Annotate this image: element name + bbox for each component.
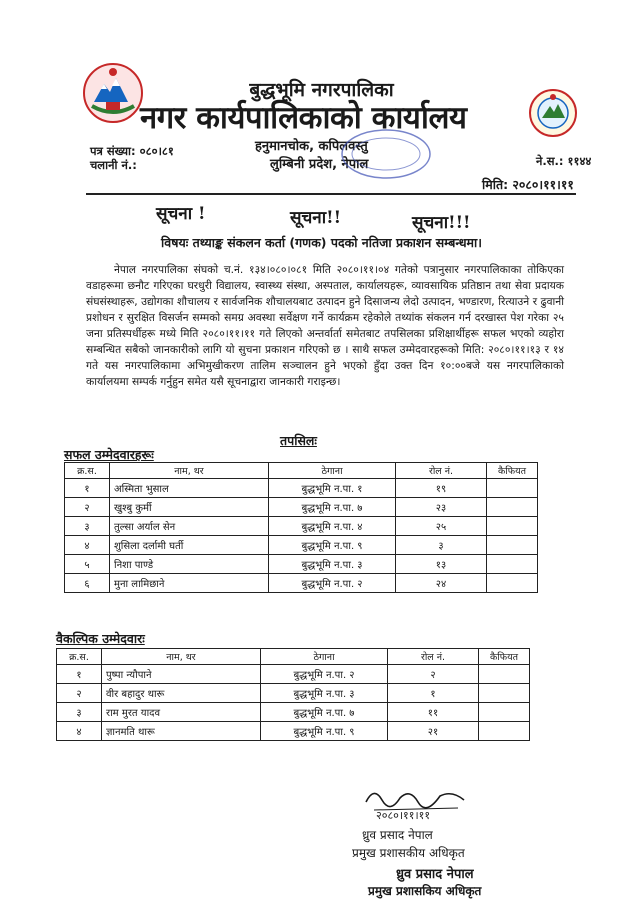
- office-stamp-icon: [340, 128, 432, 180]
- col-address: ठेगाना: [261, 649, 388, 665]
- col-roll: रोल नं.: [388, 649, 479, 665]
- cell-roll: १९: [396, 479, 487, 498]
- cell-name: अस्मिता भुसाल: [110, 479, 269, 498]
- cell-remarks: [487, 498, 538, 517]
- table-row: [65, 479, 538, 498]
- table-header-row: [65, 463, 538, 479]
- cell-serial: ४: [65, 536, 110, 555]
- dispatch-number: चलानी नं.:: [90, 158, 137, 172]
- signatory-name: ध्रुव प्रसाद नेपाल: [362, 828, 433, 842]
- cell-name: खुश्बु कुर्मी: [110, 498, 269, 517]
- cell-remarks: [487, 479, 538, 498]
- cell-address: बुद्धभूमि न.पा. १: [269, 479, 396, 498]
- notice-heading-1: सूचना !: [156, 204, 206, 224]
- signature-date: २०८०।११।११: [376, 809, 431, 822]
- notice-body: नेपाल नगरपालिका संघको च.नं. १३४।०८०।०८१ मिति २०८०।११।०४ गतेको पत्रानुसार नगरपालिकाका तोकिएका वडाहरूमा छनौट गरिएका घरधुरी विद्यालय, स्वास्थ्य संस्था, अस्पताल, कार्यालयहरू, व्यावसायिक प्रतिष्ठान तथा सेवा प्रदायक संघसंस्थाहरू, उद्योगका शौचालय र सार्वजनिक शौचालयबाट उत्पादन हुने दिसाजन्य लेदो उत्पादन, भण्डारण, रित्याउने र ढुवानी प्रशोधन र सुरक्षित विसर्जन सम्मको समग्र अवस्था सर्वेक्षण गर्ने कार्यक्रम रहेकोले तथ्यांक संकलन गर्न दरखास्त पेश गरेका २५ जना प्रतिस्पर्धीहरू मध्ये मिति २०८०।११।११ गते लिएको अन्तर्वार्ता समेतबाट तपसिलका प्रशिक्षार्थीहरू सफल भएको व्यहोरा सम्बन्धित सबैको जानकारीको लागि यो सुचना प्रकाशन गरिएको छ । साथै सफल उम्मेदवारहरूको मिति: २०८०।११।१३ र १४ गते यस नगरपालिकामा अभिमुखीकरण तालिम सञ्चालन हुने भएको हुँदा उक्त दिन १०:००बजे यस नगरपालिकाको कार्यालयमा सम्पर्क गर्नुहुन समेत यसै सूचनाद्वारा जानकारी गराइन्छ।: [86, 263, 564, 388]
- cell-serial: ४: [57, 722, 102, 741]
- cell-name: ज्ञानमति थारू: [102, 722, 261, 741]
- table-row: [65, 555, 538, 574]
- cell-serial: ३: [65, 517, 110, 536]
- cell-name: वीर बहादुर थारू: [102, 684, 261, 703]
- table-row: [65, 536, 538, 555]
- details-heading: तपसिलः: [280, 433, 317, 448]
- cell-serial: ३: [57, 703, 102, 722]
- cell-roll: ३: [396, 536, 487, 555]
- table-row: [57, 684, 530, 703]
- cell-roll: १३: [396, 555, 487, 574]
- cell-remarks: [479, 684, 530, 703]
- cell-roll: २३: [396, 498, 487, 517]
- cell-address: बुद्धभूमि न.पा. ७: [269, 498, 396, 517]
- successful-table: [64, 462, 538, 593]
- cell-address: बुद्धभूमि न.पा. २: [261, 665, 388, 684]
- table-header-row: [57, 649, 530, 665]
- cell-roll: २१: [388, 722, 479, 741]
- cell-name: निशा पाण्डे: [110, 555, 269, 574]
- letter-date: मिति: २०८०।११।११: [482, 177, 574, 192]
- table-row: [65, 498, 538, 517]
- nepal-sambat: ने.स.: ११४४: [536, 154, 592, 168]
- signatory-title: प्रमुख प्रशासकीय अधिकृत: [352, 846, 465, 860]
- address-line-1: हनुमानचोक, कपिलवस्तु: [255, 139, 368, 154]
- cell-serial: २: [65, 498, 110, 517]
- header-divider: [86, 193, 576, 195]
- cell-address: बुद्धभूमि न.पा. ९: [269, 536, 396, 555]
- col-serial: क्र.स.: [57, 649, 102, 665]
- col-address: ठेगाना: [269, 463, 396, 479]
- cell-roll: ११: [388, 703, 479, 722]
- col-roll: रोल नं.: [396, 463, 487, 479]
- table-row: [57, 722, 530, 741]
- alternate-table: [56, 648, 530, 741]
- cell-remarks: [479, 703, 530, 722]
- cell-address: बुद्धभूमि न.पा. ९: [261, 722, 388, 741]
- col-serial: क्र.स.: [65, 463, 110, 479]
- notice-heading-2: सूचना!!: [290, 208, 342, 228]
- cell-serial: २: [57, 684, 102, 703]
- cell-name: शुसिला दर्लामी घर्ती: [110, 536, 269, 555]
- cell-roll: २५: [396, 517, 487, 536]
- table-row: [65, 574, 538, 593]
- col-name: नाम, थर: [102, 649, 261, 665]
- office-title: नगर कार्यपालिकाको कार्यालय: [140, 100, 467, 136]
- cell-remarks: [479, 665, 530, 684]
- cell-remarks: [487, 536, 538, 555]
- letter-number: पत्र संख्या: ०८०।८१: [90, 144, 174, 158]
- subject-line: विषयः तथ्याङ्क संकलन कर्ता (गणक) पदको नतिजा प्रकाशन सम्बन्धमा।: [161, 235, 482, 250]
- cell-remarks: [487, 555, 538, 574]
- cell-address: बुद्धभूमि न.पा. २: [269, 574, 396, 593]
- cell-name: पुष्पा न्यौपाने: [102, 665, 261, 684]
- municipality-name: बुद्धभूमि नगरपालिका: [249, 79, 394, 101]
- cell-name: तुल्सा अर्याल सेन: [110, 517, 269, 536]
- cell-address: बुद्धभूमि न.पा. ४: [269, 517, 396, 536]
- cell-serial: १: [65, 479, 110, 498]
- table-row: [57, 665, 530, 684]
- successful-heading: सफल उम्मेदवारहरूः: [64, 447, 154, 462]
- stamp-name: ध्रुव प्रसाद नेपाल: [396, 867, 474, 882]
- cell-name: मुना लामिछाने: [110, 574, 269, 593]
- cell-serial: ५: [65, 555, 110, 574]
- cell-serial: १: [57, 665, 102, 684]
- col-remarks: कैफियत: [479, 649, 530, 665]
- address-line-2: लुम्बिनी प्रदेश, नेपाल: [270, 157, 369, 172]
- cell-roll: १: [388, 684, 479, 703]
- cell-serial: ६: [65, 574, 110, 593]
- cell-roll: २४: [396, 574, 487, 593]
- cell-address: बुद्धभूमि न.पा. ७: [261, 703, 388, 722]
- col-name: नाम, थर: [110, 463, 269, 479]
- col-remarks: कैफियत: [487, 463, 538, 479]
- cell-remarks: [479, 722, 530, 741]
- alternate-heading: वैकल्पिक उम्मेदवारः: [56, 631, 145, 646]
- cell-name: राम मुरत यादव: [102, 703, 261, 722]
- table-row: [65, 517, 538, 536]
- cell-remarks: [487, 574, 538, 593]
- cell-remarks: [487, 517, 538, 536]
- table-row: [57, 703, 530, 722]
- cell-roll: २: [388, 665, 479, 684]
- cell-address: बुद्धभूमि न.पा. ३: [261, 684, 388, 703]
- cell-address: बुद्धभूमि न.पा. ३: [269, 555, 396, 574]
- stamp-title: प्रमुख प्रशासकिय अधिकृत: [368, 884, 482, 898]
- notice-heading-3: सूचना!!!: [412, 213, 471, 233]
